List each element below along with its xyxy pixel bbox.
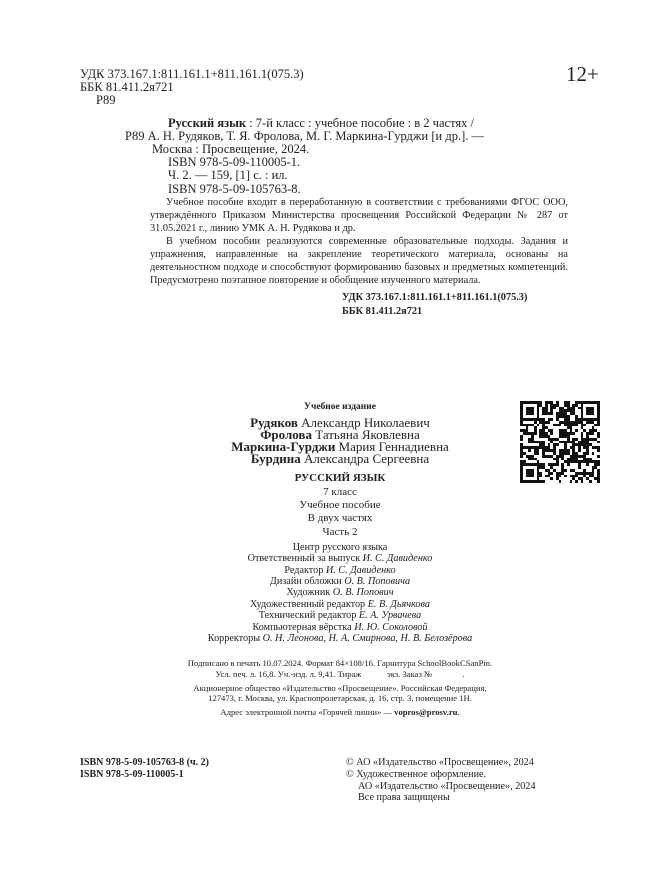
isbn-all: ISBN 978-5-09-110005-1 bbox=[80, 768, 184, 780]
udk-code: УДК 373.167.1:811.161.1+811.161.1(075.3) bbox=[80, 67, 304, 81]
bib-title-rest: : 7-й класс : учебное пособие : в 2 частях / bbox=[246, 115, 474, 130]
author-surname: Фролова bbox=[260, 427, 312, 442]
copyright-3: АО «Издательство «Просвещение», 2024 bbox=[358, 780, 536, 792]
bib-code: Р89 bbox=[125, 128, 145, 143]
credit-line bbox=[160, 587, 520, 598]
credit-line bbox=[160, 622, 520, 633]
author-surname: Бурдина bbox=[250, 451, 301, 466]
credit-person: Е. А. Урвачева bbox=[358, 610, 422, 622]
bib-isbn1: ISBN 978-5-09-110005-1. bbox=[168, 155, 301, 170]
credit-role: Технический редактор bbox=[258, 610, 357, 622]
credit-line bbox=[160, 610, 520, 621]
footer-isbn bbox=[80, 757, 209, 803]
imprint-line5: Адрес электронной почты «Горячей линии» — bbox=[220, 706, 395, 717]
part-number: Часть 2 bbox=[322, 525, 358, 538]
isbn-part: ISBN 978-5-09-105763-8 (ч. 2) bbox=[80, 757, 209, 769]
author-name: Татьяна Яковлевна bbox=[315, 427, 420, 442]
bib-isbn2: ISBN 978-5-09-105763-8. bbox=[168, 181, 301, 196]
age-rating: 12+ bbox=[566, 62, 599, 86]
author-name: Александр Николаевич bbox=[301, 415, 430, 430]
edition-type: Учебное издание bbox=[304, 402, 376, 412]
grade: 7 класс bbox=[323, 486, 357, 498]
annotation-bbk: ББК 81.411.2я721 bbox=[342, 305, 423, 317]
author-mark: Р89 bbox=[96, 93, 116, 108]
top-section bbox=[80, 68, 570, 318]
imprint bbox=[120, 658, 560, 717]
bib-publisher: Москва : Просвещение, 2024. bbox=[152, 142, 310, 157]
annotation bbox=[150, 196, 568, 288]
credit-role: Дизайн обложки bbox=[269, 576, 342, 588]
credit-person: О. В. Поповича bbox=[344, 576, 411, 588]
credit-line bbox=[160, 576, 520, 587]
credit-line bbox=[160, 633, 520, 644]
credit-person: О. Н. Леонова, Н. А. Смирнова, Н. В. Белозёрова bbox=[262, 633, 473, 645]
credit-person: И. С. Давиденко bbox=[325, 564, 396, 576]
imprint-line3: Акционерное общество «Издательство «Просвещение». Российская Федерация, bbox=[193, 682, 487, 693]
bbk-code: ББК 81.411.2я721 bbox=[80, 80, 174, 95]
bottom-section bbox=[80, 401, 600, 804]
center-name: Центр русского языка bbox=[292, 541, 388, 553]
copyright-1: © АО «Издательство «Просвещение», 2024 bbox=[346, 757, 534, 769]
credit-person: И. Ю. Соколовой bbox=[354, 621, 428, 633]
imprint-period: . bbox=[457, 706, 460, 717]
book-kind: Учебное пособие bbox=[299, 499, 381, 512]
credit-person: И. С. Давиденко bbox=[362, 553, 433, 565]
bib-authors: А. Н. Рудяков, Т. Я. Фролова, М. Г. Маркина-Гурджи [и др.]. — bbox=[147, 128, 484, 143]
footer bbox=[80, 757, 600, 803]
author-name: Александра Сергеевна bbox=[304, 451, 430, 466]
author bbox=[160, 453, 520, 465]
credit-role: Художественный редактор bbox=[250, 598, 366, 610]
author-surname: Рудяков bbox=[250, 415, 298, 430]
hotline-email[interactable]: vopros@prosv.ru bbox=[394, 706, 458, 717]
imprint-line1: Подписано в печать 10.07.2024. Формат 84×108/16. Гарнитура SchoolBookCSanPin. bbox=[187, 658, 493, 669]
bib-title: Русский язык bbox=[168, 115, 247, 130]
annotation-p1: Учебное пособие входит в переработанную в соответствии с требованиями ФГОС ООО, утверждённого Приказом Министерства просвещения Российской Федерации № 287 от 31.05.2021 г., линию УМК А. Н. Рудякова и др. bbox=[150, 196, 568, 235]
credit-person: О. В. Попович bbox=[332, 587, 394, 599]
bib-part: Ч. 2. — 159, [1] с. : ил. bbox=[168, 168, 288, 183]
credit-role: Корректоры bbox=[207, 633, 261, 645]
header-classification bbox=[80, 68, 570, 108]
author-name: Мария Геннадиевна bbox=[338, 439, 449, 454]
credit-line bbox=[160, 599, 520, 610]
credit-role: Компьютерная вёрстка bbox=[252, 621, 352, 633]
annotation-udk: УДК 373.167.1:811.161.1+811.161.1(075.3) bbox=[342, 292, 528, 304]
credit-line bbox=[160, 553, 520, 564]
annotation-codes bbox=[342, 291, 570, 317]
imprint-line2: Усл. печ. л. 16,8. Уч.-изд. л. 9,41. Тираж экз. Заказ № . bbox=[215, 669, 465, 680]
author-surname: Маркина-Гурджи bbox=[231, 439, 336, 454]
book-title: РУССКИЙ ЯЗЫК bbox=[294, 472, 386, 484]
credit-role: Художник bbox=[286, 587, 331, 599]
parts-count: В двух частях bbox=[307, 512, 373, 525]
bibliographic-record bbox=[125, 117, 570, 196]
credit-role: Ответственный за выпуск bbox=[247, 553, 361, 565]
credit-line bbox=[160, 565, 520, 576]
credit-role: Редактор bbox=[284, 564, 324, 576]
copyright-2: © Художественное оформление. bbox=[346, 769, 487, 781]
imprint-line4: 127473, г. Москва, ул. Краснопролетарская, д. 16, стр. 3, помещение 1Н. bbox=[208, 693, 472, 704]
footer-copyright bbox=[346, 757, 600, 803]
credit-person: Е. В. Дьячкова bbox=[367, 598, 430, 610]
annotation-p2: В учебном пособии реализуются современные образовательные подходы. Задания и упражнения, направленные на закрепление теоретического материала, основаны на деятельностном подходе и способствуют формированию базовых и предметных компетенций. Предусмотрено поэтапное повторение и обобщение изученного материала. bbox=[150, 236, 568, 287]
rights: Все права защищены bbox=[358, 792, 450, 804]
edition-block bbox=[160, 401, 520, 644]
